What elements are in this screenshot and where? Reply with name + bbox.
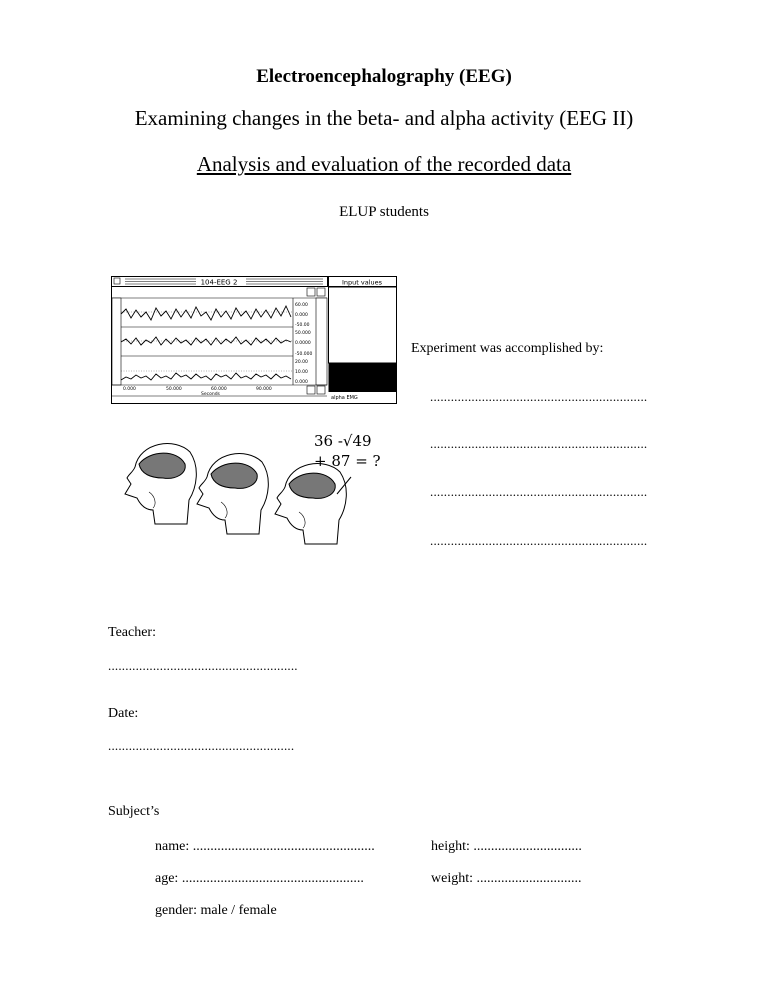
math-problem [314, 431, 381, 471]
accomplished-line-4[interactable]: ............................................................... [430, 533, 648, 548]
svg-text:60.00: 60.00 [295, 303, 308, 308]
date-line[interactable]: ...................................................... [108, 738, 295, 753]
accomplished-line-1[interactable]: ............................................................... [430, 389, 648, 404]
accomplished-label: Experiment was accomplished by: [411, 341, 604, 356]
subject-height-field[interactable]: height: ............................... [431, 839, 582, 854]
subject-age-field[interactable]: age: .................................................... [155, 871, 364, 886]
accomplished-line-2[interactable]: ............................................................... [430, 436, 648, 451]
x-tick-1: 0.000 [123, 387, 136, 392]
svg-text:-50.000: -50.000 [295, 352, 313, 357]
svg-text:20.00: 20.00 [295, 360, 308, 365]
svg-text:0.000: 0.000 [295, 313, 308, 318]
document-subtitle: Examining changes in the beta- and alpha activity (EEG II) [134, 106, 634, 130]
svg-text:-50.00: -50.00 [295, 323, 310, 328]
audience-label: ELUP students [339, 204, 429, 220]
subject-gender-field[interactable]: gender: male / female [155, 903, 277, 918]
x-tick-2: 50.000 [166, 387, 182, 392]
svg-text:0.000: 0.000 [295, 380, 308, 385]
teacher-label: Teacher: [108, 625, 156, 640]
x-tick-3: 60.000 [211, 387, 227, 392]
eeg-window-graphic [111, 276, 397, 404]
eeg-software-screenshot [111, 276, 397, 404]
status-label: alpha EMG [331, 395, 358, 401]
svg-text:50.000: 50.000 [295, 331, 311, 336]
svg-text:10.00: 10.00 [295, 370, 308, 375]
date-label: Date: [108, 706, 139, 721]
subject-weight-field[interactable]: weight: .............................. [431, 871, 582, 886]
subject-label: Subject’s [108, 804, 160, 819]
axis-label: Seconds [201, 392, 220, 397]
math-line-1: 36 -√49 [314, 432, 372, 450]
window-title: 104-EEG 2 [200, 278, 238, 287]
accomplished-line-3[interactable]: ............................................................... [430, 484, 648, 499]
teacher-line[interactable]: ....................................................... [108, 658, 298, 673]
svg-text:0.0000: 0.0000 [295, 341, 311, 346]
section-heading: Analysis and evaluation of the recorded data [196, 152, 572, 176]
x-tick-4: 90.000 [256, 387, 272, 392]
math-line-2: + 87 = ? [314, 452, 381, 470]
document-title: Electroencephalography (EEG) [256, 66, 512, 87]
input-values-title: Input values [341, 278, 383, 287]
subject-name-field[interactable]: name: .................................................... [155, 839, 375, 854]
